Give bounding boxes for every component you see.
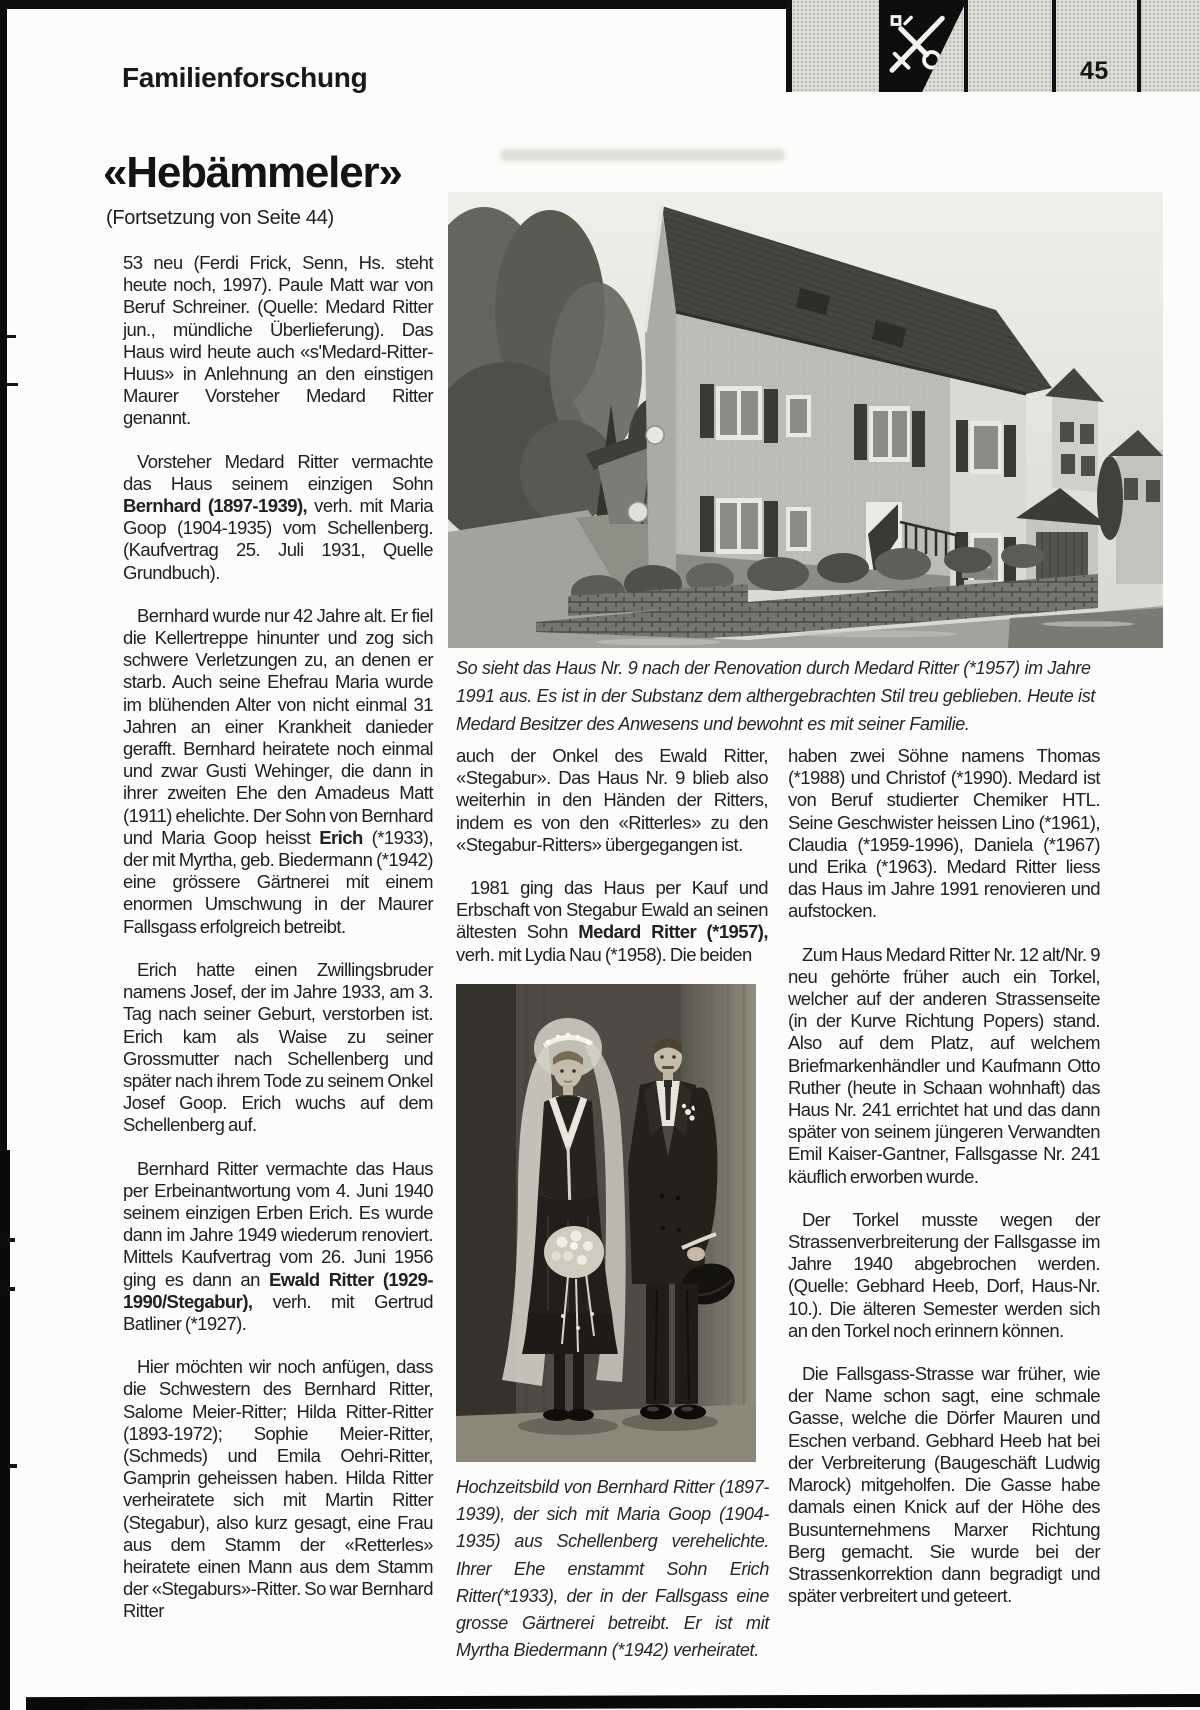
- paragraph: Hier möchten wir noch anfügen, dass die Schwestern des Bernhard Ritter, Salome Meier-Ritter; Hilda Ritter-Ritter (1893-1972); Sophie Meier-Ritter, (Schmeds) und Emila Oehri-Ritter, Gamprin geheissen haben. Hilda Ritter verheiratete sich mit Martin Ritter (Stegabur), also kurz gesagt, eine Frau aus dem Stamm der «Retterles» heiratete einen Mann aus dem Stamm der «Stegaburs»-Ritter. So war Bernhard Ritter: [123, 1356, 433, 1622]
- scan-edge-top: [0, 0, 792, 9]
- scan-mark: [7, 335, 16, 338]
- page-banner: [786, 0, 1200, 92]
- house-photo-illustration: [448, 192, 1163, 648]
- house-photo: [448, 192, 1163, 648]
- article-title: «Hebämmeler»: [103, 148, 402, 197]
- banner-triangle: [879, 0, 967, 92]
- crossed-sword-and-key-icon: [880, 3, 956, 89]
- text-column-3: [788, 745, 1100, 1628]
- paragraph: Erich hatte einen Zwillingsbruder namens Josef, der im Jahre 1933, am 3. Tag nach seiner Geburt, verstorben ist. Erich kam als Waise zu seiner Grossmutter nach Schellenberg und später nach ihrem Tode zu seinem Onkel Josef Goop. Erich wuchs auf dem Schellenberg auf.: [123, 958, 433, 1136]
- banner-divider: [1137, 0, 1141, 92]
- paragraph: Zum Haus Medard Ritter Nr. 12 alt/Nr. 9 neu gehörte früher auch ein Torkel, welcher auf der anderen Strassenseite (in der Kurve Richtung Popers) stand. Also auf dem Platz, auf welchem Briefmarkenhändler und Kaufmann Otto Ruther (heute in Schaan wohnhaft) das Haus Nr. 241 errichtet hat und das dann später von seinem jüngeren Verwandten Emil Kaiser-Gantner, Fallsgasse Nr. 241 käuflich erworben wurde.: [788, 943, 1100, 1187]
- paragraph: 1981 ging das Haus per Kauf und Erbschaft von Stegabur Ewald an seinen ältesten Sohn Medard Ritter (*1957), verh. mit Lydia Nau (*1958). Die beiden: [456, 877, 768, 965]
- wedding-photo-caption: Hochzeitsbild von Bernhard Ritter (1897-1939), der sich mit Maria Goop (1904-1935) aus Schellenberg verehelichte. Ihrer Ehe enstammt Sohn Erich Ritter(*1933), der in der Fallsgass eine grosse Gärtnerei betreibt. Er ist mit Myrtha Biedermann (*1942) verheiratet.: [456, 1477, 769, 1661]
- banner-divider: [964, 0, 968, 92]
- paragraph: auch der Onkel des Ewald Ritter, «Stegabur». Das Haus Nr. 9 blieb also weiterhin in den Händen der Ritters, indem es von den «Ritterles» zu den «Stegabur-Ritters» übergegangen ist.: [456, 745, 768, 855]
- page-number: 45: [1080, 57, 1109, 85]
- house-photo-caption: So sieht das Haus Nr. 9 nach der Renovation durch Medard Ritter (*1957) im Jahre 1991 aus. Es ist in der Substanz dem althergebrachten Stil treu geblieben. Heute ist Medard Besitzer des Anwesens und bewohnt es mit seiner Familie.: [456, 658, 1096, 734]
- paragraph: Die Fallsgass-Strasse war früher, wie der Name schon sagt, eine schmale Gasse, welche die Dörfer Mauren und Eschen verband. Gebhard Heeb hat bei der Verbreiterung (Baugeschäft Ludwig Marock) mitgeholfen. Die Gasse habe damals einen Knick auf der Höhe des Busunternehmens Marxer Richtung Berg gemacht. Sie wurde bei der Strassenkorrektion dann begradigt und später verbreitert und geteert.: [788, 1363, 1100, 1607]
- scan-mark: [7, 1238, 15, 1242]
- paragraph: Der Torkel musste wegen der Strassenverbreiterung der Fallsgasse im Jahre 1940 abgebrochen werden. (Quelle: Gebhard Heeb, Dorf, Haus-Nr. 10.). Die älteren Semester werden sich an den Torkel noch erinnern können.: [788, 1208, 1100, 1341]
- section-title: Familienforschung: [122, 62, 368, 93]
- scan-mark: [7, 383, 18, 386]
- scan-mark: [7, 1287, 15, 1291]
- text-column-2: [456, 745, 768, 987]
- wedding-photo-illustration: [456, 984, 756, 1462]
- scan-mark: [8, 1464, 17, 1468]
- wedding-photo: [456, 984, 756, 1462]
- scan-smudge: [500, 149, 785, 161]
- paragraph: Bernhard wurde nur 42 Jahre alt. Er fiel die Kellertreppe hinunter und zog sich schwere Verletzungen zu, an denen er starb. Auch seine Ehefrau Maria wurde im blühenden Alter von nicht einmal 31 Jahren an einer Krankheit danieder gerafft. Bernhard heiratete noch einmal und zwar Gusti Wehinger, die dann in ihrer zweiten Ehe den Amadeus Matt (1911) ehelichte. Der Sohn von Bernhard und Maria Goop heisst Erich (*1933), der mit Myrtha, geb. Biedermann (*1942) eine grössere Gärtnerei mit einem enormen Umschwung in der Maurer Fallsgass erfolgreich betreibt.: [123, 604, 433, 937]
- scan-edge-bottom: [26, 1694, 1200, 1710]
- paragraph: Vorsteher Medard Ritter vermachte das Haus seinem einzigen Sohn Bernhard (1897-1939), verh. mit Maria Goop (1904-1935) vom Schellenberg. (Kaufvertrag 25. Juli 1931, Quelle Grundbuch).: [123, 450, 433, 583]
- paragraph: Bernhard Ritter vermachte das Haus per Erbeinantwortung vom 4. Juni 1940 seinem einzigen Erben Erich. Es wurde dann im Jahre 1949 wiederum renoviert. Mittels Kaufvertrag vom 26. Juni 1956 ging es dann an Ewald Ritter (1929-1990/Stegabur), verh. mit Gertrud Batliner (*1927).: [123, 1157, 433, 1334]
- article-subtitle: (Fortsetzung von Seite 44): [106, 207, 334, 229]
- paragraph: 53 neu (Ferdi Frick, Senn, Hs. steht heute noch, 1997). Paule Matt war von Beruf Schreiner. (Quelle: Medard Ritter jun., mündliche Überlieferung). Das Haus wird heute auch «s'Medard-Ritter-Huus» in Anlehnung an den einstigen Maurer Vorsteher Medard Ritter genannt.: [123, 252, 433, 429]
- text-column-1: [123, 252, 433, 1644]
- banner-divider: [1052, 0, 1056, 92]
- scan-edge-left-lower: [0, 1150, 10, 1710]
- paragraph: haben zwei Söhne namens Thomas (*1988) und Christof (*1990). Medard ist von Beruf studierter Chemiker HTL. Seine Geschwister heissen Lino (*1961), Claudia (*1959-1996), Daniela (*1967) und Erika (*1963). Medard Ritter liess das Haus im Jahre 1991 renovieren und aufstocken.: [788, 745, 1100, 922]
